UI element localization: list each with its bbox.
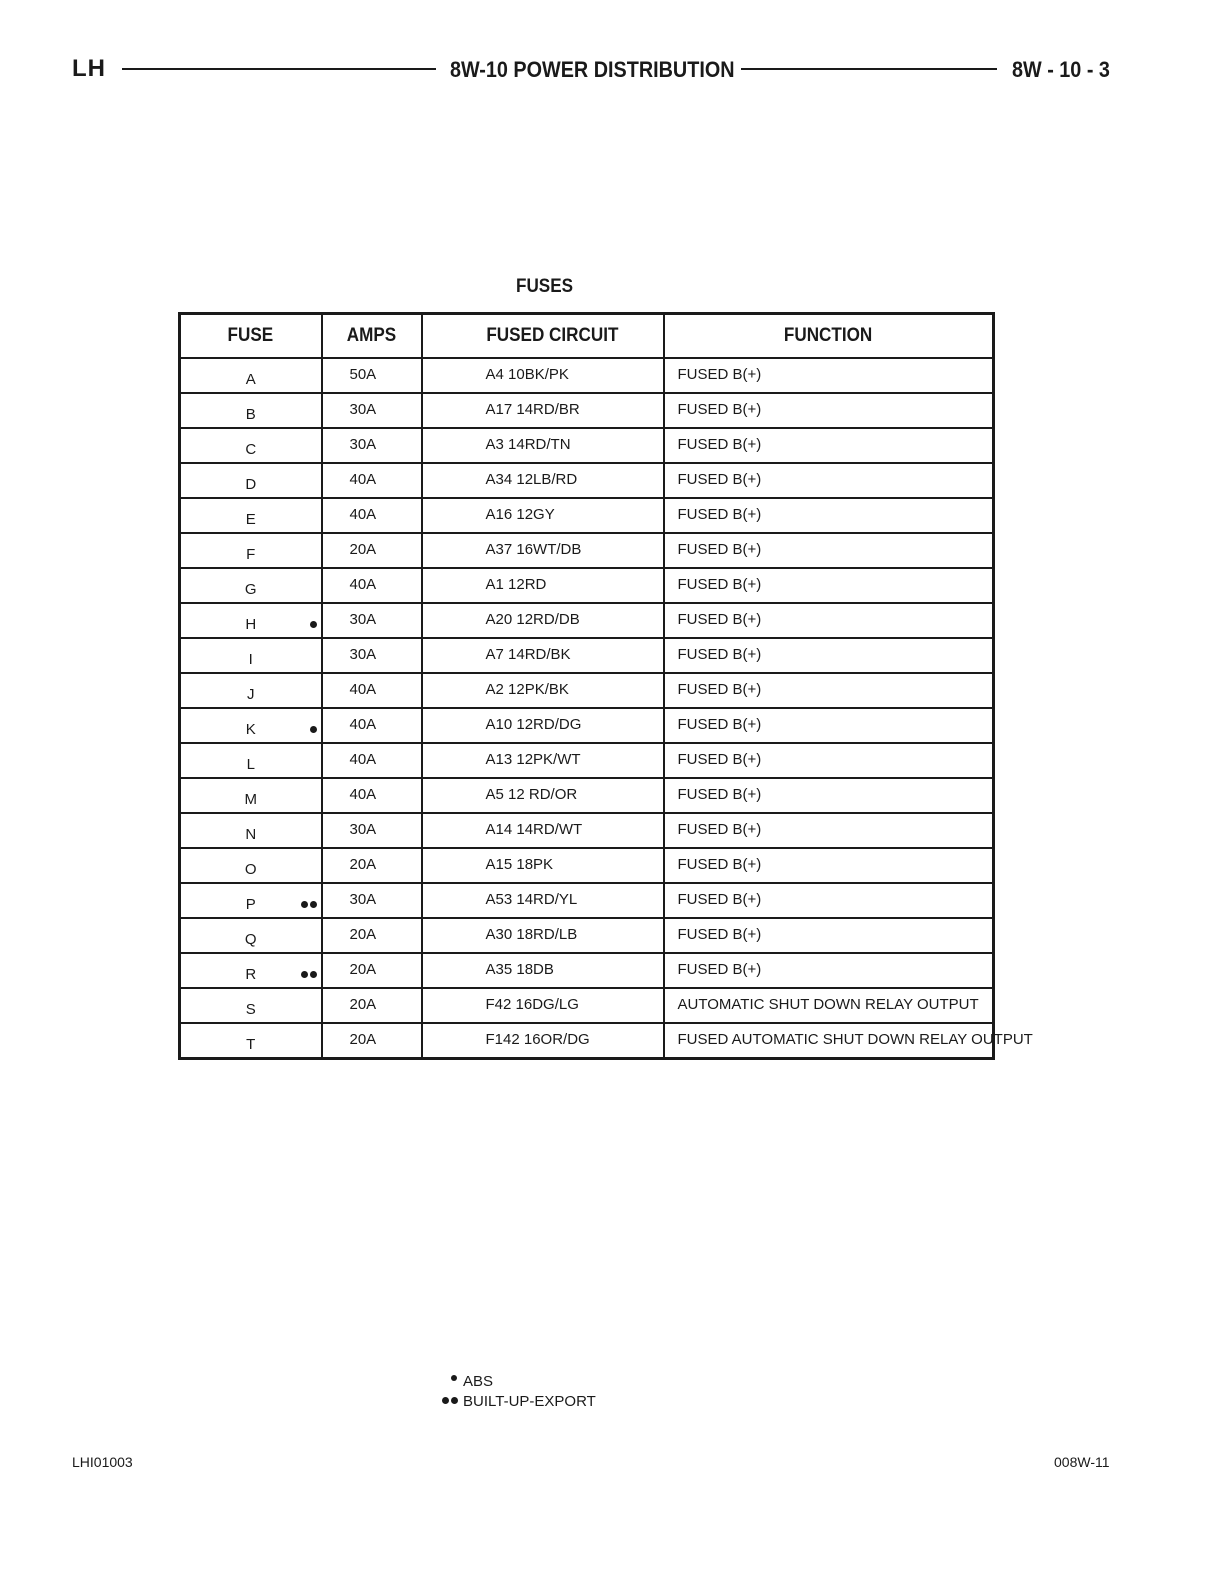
function-cell-text: FUSED B(+) (677, 401, 762, 418)
fused-circuit-cell-text: A30 18RD/LB (485, 926, 578, 943)
fused-circuit-cell-text: A16 12GY (485, 506, 555, 523)
page-title: 8W-10 POWER DISTRIBUTION (450, 57, 735, 82)
page-number: 8W - 10 - 3 (1012, 57, 1110, 82)
amps-cell-text: 20A (349, 926, 377, 943)
fused-circuit-cell-text: A7 14RD/BK (485, 646, 571, 663)
amps-cell-text: 30A (349, 401, 377, 418)
section-label: LH (72, 55, 106, 82)
fuse-cell (180, 743, 322, 778)
amps-cell-text: 20A (349, 961, 377, 978)
header-rule-left (122, 68, 436, 70)
table-row (180, 568, 994, 603)
function-cell-text: FUSED B(+) (677, 436, 762, 453)
fused-circuit-cell (422, 778, 664, 813)
fused-circuit-cell-text: A53 14RD/YL (485, 891, 578, 908)
amps-cell-text: 40A (349, 681, 377, 698)
table-row (180, 603, 994, 638)
figure-code: 008W-11 (1054, 1454, 1110, 1470)
function-cell-text: FUSED B(+) (677, 856, 762, 873)
function-cell-text: FUSED AUTOMATIC SHUT DOWN RELAY OUTPUT (677, 1031, 1033, 1048)
column-header-function: FUNCTION (664, 314, 994, 359)
fused-circuit-cell (422, 918, 664, 953)
function-cell-text: FUSED B(+) (677, 646, 762, 663)
amps-cell-text: 40A (349, 716, 377, 733)
amps-cell (322, 603, 422, 638)
function-cell (664, 498, 994, 533)
function-cell-text: FUSED B(+) (677, 821, 762, 838)
table-row (180, 848, 994, 883)
amps-cell-text: 40A (349, 751, 377, 768)
fused-circuit-cell (422, 533, 664, 568)
function-cell (664, 568, 994, 603)
function-cell (664, 673, 994, 708)
fused-circuit-cell-text: A3 14RD/TN (485, 436, 571, 453)
function-cell-text: FUSED B(+) (677, 611, 762, 628)
table-row (180, 883, 994, 918)
table-row (180, 708, 994, 743)
fused-circuit-cell (422, 988, 664, 1023)
fuse-cell (180, 848, 322, 883)
fused-circuit-cell (422, 603, 664, 638)
export-dot-icon (310, 901, 317, 908)
amps-cell (322, 1023, 422, 1059)
function-cell (664, 918, 994, 953)
fuse-cell-text: A (245, 371, 256, 388)
fused-circuit-cell-text: A4 10BK/PK (485, 366, 569, 383)
fuse-cell (180, 463, 322, 498)
fused-circuit-cell-text: A1 12RD (485, 576, 547, 593)
function-cell (664, 533, 994, 568)
double-dot-icon (440, 1397, 462, 1405)
amps-cell-text: 40A (349, 506, 377, 523)
amps-cell-text: 30A (349, 646, 377, 663)
table-row (180, 918, 994, 953)
fused-circuit-cell (422, 568, 664, 603)
fuse-cell-text: G (244, 581, 257, 598)
fused-circuit-cell (422, 428, 664, 463)
export-dot-icon (301, 901, 308, 908)
fuse-cell (180, 813, 322, 848)
function-cell (664, 743, 994, 778)
function-cell-text: FUSED B(+) (677, 786, 762, 803)
amps-cell-text: 20A (349, 1031, 377, 1048)
fused-circuit-cell (422, 358, 664, 393)
amps-cell-text: 40A (349, 786, 377, 803)
fuse-cell (180, 638, 322, 673)
function-cell-text: FUSED B(+) (677, 961, 762, 978)
fused-circuit-cell-text: A37 16WT/DB (485, 541, 582, 558)
figure-id: LHI01003 (72, 1454, 133, 1470)
fuse-cell (180, 533, 322, 568)
column-header-fuse: FUSE (180, 314, 322, 359)
amps-cell-text: 40A (349, 576, 377, 593)
amps-cell (322, 988, 422, 1023)
fuse-cell-text: J (247, 686, 255, 703)
legend-label-abs: ABS (463, 1373, 494, 1390)
export-dot-icon (310, 971, 317, 978)
fused-circuit-cell-text: A34 12LB/RD (485, 471, 578, 488)
fused-circuit-cell (422, 673, 664, 708)
function-cell (664, 393, 994, 428)
fused-circuit-cell-text: A14 14RD/WT (485, 821, 583, 838)
amps-cell (322, 883, 422, 918)
fuse-cell-text: M (244, 791, 257, 808)
amps-cell (322, 918, 422, 953)
fused-circuit-cell (422, 638, 664, 673)
amps-cell-text: 20A (349, 541, 377, 558)
function-cell (664, 708, 994, 743)
fuse-cell-text: P (245, 896, 256, 913)
function-cell (664, 883, 994, 918)
fuse-cell (180, 883, 322, 918)
table-body (180, 358, 1033, 1059)
fuse-cell (180, 953, 322, 988)
amps-cell-text: 30A (349, 821, 377, 838)
fused-circuit-cell-text: A35 18DB (485, 961, 554, 978)
fused-circuit-cell (422, 813, 664, 848)
function-cell-text: FUSED B(+) (677, 751, 762, 768)
function-cell-text: FUSED B(+) (677, 926, 762, 943)
table-row (180, 988, 994, 1023)
function-cell (664, 358, 994, 393)
amps-cell (322, 463, 422, 498)
amps-cell-text: 30A (349, 436, 377, 453)
amps-cell (322, 533, 422, 568)
fuse-cell-text: C (245, 441, 257, 458)
amps-cell-text: 20A (349, 996, 377, 1013)
amps-cell (322, 953, 422, 988)
fused-circuit-cell-text: A5 12 RD/OR (485, 786, 578, 803)
fused-circuit-cell-text: A15 18PK (485, 856, 554, 873)
fuse-cell-text: D (245, 476, 257, 493)
fuse-table (178, 312, 1033, 1060)
function-cell (664, 463, 994, 498)
fuse-cell-text: S (245, 1001, 256, 1018)
fused-circuit-cell (422, 883, 664, 918)
table-row (180, 813, 994, 848)
fused-circuit-cell (422, 393, 664, 428)
amps-cell (322, 673, 422, 708)
fuse-cell-text: F (246, 546, 256, 563)
table-row (180, 953, 994, 988)
function-cell-text: FUSED B(+) (677, 891, 762, 908)
amps-cell (322, 813, 422, 848)
function-cell (664, 953, 994, 988)
amps-cell (322, 393, 422, 428)
function-cell-text: AUTOMATIC SHUT DOWN RELAY OUTPUT (677, 996, 979, 1013)
amps-cell (322, 358, 422, 393)
fused-circuit-cell-text: A17 14RD/BR (485, 401, 580, 418)
fused-circuit-cell (422, 1023, 664, 1059)
table-row (180, 498, 994, 533)
fuse-cell-text: T (246, 1036, 256, 1053)
amps-cell (322, 638, 422, 673)
fuse-cell (180, 603, 322, 638)
amps-cell-text: 30A (349, 611, 377, 628)
fused-circuit-cell (422, 498, 664, 533)
fuse-cell-text: N (245, 826, 257, 843)
function-cell (664, 603, 994, 638)
fuse-cell (180, 498, 322, 533)
legend-label-export: BUILT-UP-EXPORT (463, 1393, 596, 1410)
fuse-cell-text: K (245, 721, 256, 738)
column-header-fused-circuit: FUSED CIRCUIT (422, 314, 664, 359)
fuse-cell (180, 1023, 322, 1059)
fuse-cell-text: E (245, 511, 256, 528)
function-cell-text: FUSED B(+) (677, 576, 762, 593)
amps-cell-text: 20A (349, 856, 377, 873)
amps-cell (322, 498, 422, 533)
table-row (180, 428, 994, 463)
export-dot-icon (301, 971, 308, 978)
amps-cell (322, 848, 422, 883)
table-title: FUSES (516, 276, 574, 297)
table-row (180, 358, 994, 393)
fuse-cell (180, 673, 322, 708)
fuse-cell-text: R (245, 966, 257, 983)
table-row (180, 533, 994, 568)
function-cell-text: FUSED B(+) (677, 471, 762, 488)
table-header-row (180, 314, 994, 359)
function-cell-text: FUSED B(+) (677, 366, 762, 383)
table-row (180, 778, 994, 813)
table-row (180, 673, 994, 708)
table-row (180, 1023, 994, 1059)
fused-circuit-cell-text: A13 12PK/WT (485, 751, 581, 768)
function-cell (664, 1023, 1033, 1059)
function-cell (664, 988, 994, 1023)
fuse-cell (180, 988, 322, 1023)
fuse-cell-text: I (248, 651, 253, 668)
function-cell-text: FUSED B(+) (677, 681, 762, 698)
table-row (180, 393, 994, 428)
function-cell (664, 638, 994, 673)
fuse-cell (180, 778, 322, 813)
fuse-cell (180, 708, 322, 743)
header-rule-right (741, 68, 997, 70)
fuse-cell-text: Q (244, 931, 257, 948)
function-cell-text: FUSED B(+) (677, 541, 762, 558)
amps-cell-text: 30A (349, 891, 377, 908)
fuse-cell (180, 358, 322, 393)
column-header-amps: AMPS (322, 314, 422, 359)
fused-circuit-cell (422, 463, 664, 498)
fuse-cell (180, 428, 322, 463)
abs-dot-icon (310, 726, 317, 733)
amps-cell (322, 568, 422, 603)
fuse-cell-text: O (244, 861, 257, 878)
fuse-cell-text: L (246, 756, 255, 773)
table-row (180, 463, 994, 498)
fused-circuit-cell-text: A10 12RD/DG (485, 716, 582, 733)
fused-circuit-cell-text: F42 16DG/LG (485, 996, 579, 1013)
single-dot-icon (440, 1377, 462, 1385)
function-cell (664, 813, 994, 848)
fuse-cell (180, 918, 322, 953)
fused-circuit-cell (422, 953, 664, 988)
function-cell (664, 428, 994, 463)
fused-circuit-cell (422, 743, 664, 778)
table-row (180, 743, 994, 778)
function-cell (664, 778, 994, 813)
amps-cell (322, 778, 422, 813)
amps-cell (322, 743, 422, 778)
amps-cell (322, 708, 422, 743)
fuse-cell-text: B (245, 406, 256, 423)
function-cell-text: FUSED B(+) (677, 506, 762, 523)
fused-circuit-cell-text: A20 12RD/DB (485, 611, 580, 628)
fuse-cell (180, 393, 322, 428)
fuse-cell (180, 568, 322, 603)
fused-circuit-cell-text: A2 12PK/BK (485, 681, 569, 698)
fused-circuit-cell-text: F142 16OR/DG (485, 1031, 590, 1048)
abs-dot-icon (310, 621, 317, 628)
amps-cell-text: 40A (349, 471, 377, 488)
function-cell-text: FUSED B(+) (677, 716, 762, 733)
amps-cell (322, 428, 422, 463)
table-row (180, 638, 994, 673)
function-cell (664, 848, 994, 883)
fused-circuit-cell (422, 848, 664, 883)
fuse-cell-text: H (245, 616, 257, 633)
fused-circuit-cell (422, 708, 664, 743)
amps-cell-text: 50A (349, 366, 377, 383)
